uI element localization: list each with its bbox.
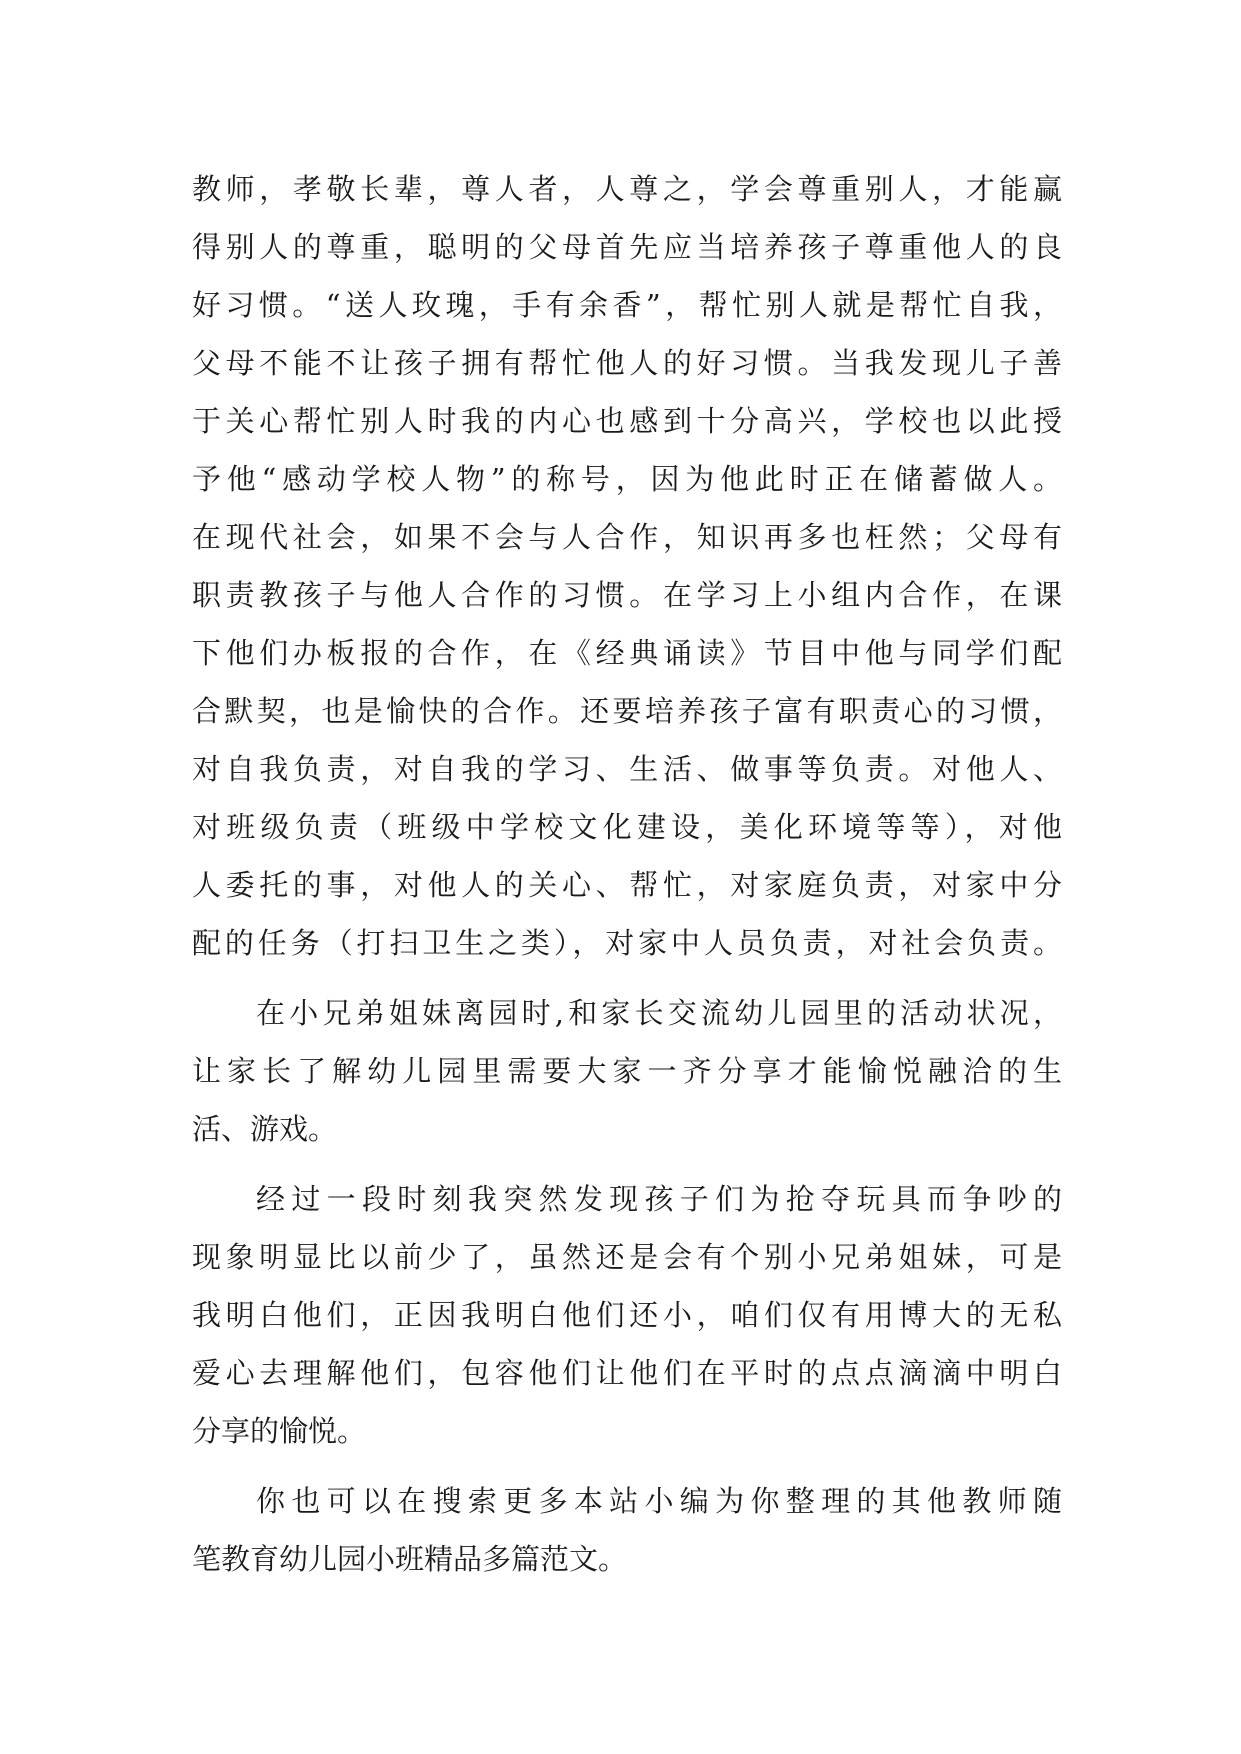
text-line: 我明白他们，正因我明白他们还小，咱们仅有用博大的无私	[192, 1298, 1062, 1332]
text-line: 经过一段时刻我突然发现孩子们为抢夺玩具而争吵的	[256, 1182, 1062, 1216]
paragraph-spacer	[192, 1460, 1062, 1472]
text-line: 对自我负责，对自我的学习、生活、做事等负责。对他人、	[192, 752, 1062, 786]
text-line: 对班级负责（班级中学校文化建设，美化环境等等），对他	[192, 810, 1062, 844]
text-line: 让家长了解幼儿园里需要大家一齐分享才能愉悦融洽的生	[192, 1054, 1062, 1088]
paragraph-1	[192, 160, 1062, 972]
text-line: 得别人的尊重，聪明的父母首先应当培养孩子尊重他人的良	[192, 230, 1062, 264]
text-line: 你也可以在搜索更多本站小编为你整理的其他教师随	[256, 1484, 1062, 1518]
text-line: 予他“感动学校人物”的称号，因为他此时正在储蓄做人。	[192, 462, 1062, 496]
paragraph-4	[192, 1472, 1062, 1588]
text-line: 下他们办板报的合作，在《经典诵读》节目中他与同学们配	[192, 636, 1062, 670]
text-line: 在现代社会，如果不会与人合作，知识再多也枉然；父母有	[192, 520, 1062, 554]
paragraph-2	[192, 984, 1062, 1158]
text-line: 好习惯。“送人玫瑰，手有余香”，帮忙别人就是帮忙自我，	[192, 288, 1062, 322]
paragraph-spacer	[192, 1158, 1062, 1170]
text-line: 人委托的事，对他人的关心、帮忙，对家庭负责，对家中分	[192, 868, 1062, 902]
document-body	[192, 160, 1062, 1588]
text-line: 在小兄弟姐妹离园时,和家长交流幼儿园里的活动状况，	[256, 996, 1062, 1030]
text-line: 父母不能不让孩子拥有帮忙他人的好习惯。当我发现儿子善	[192, 346, 1062, 380]
text-line: 职责教孩子与他人合作的习惯。在学习上小组内合作，在课	[192, 578, 1062, 612]
text-line: 于关心帮忙别人时我的内心也感到十分高兴，学校也以此授	[192, 404, 1062, 438]
text-line: 合默契，也是愉快的合作。还要培养孩子富有职责心的习惯，	[192, 694, 1062, 728]
text-line: 分享的愉悦。	[192, 1414, 367, 1448]
text-line: 活、游戏。	[192, 1112, 338, 1146]
text-line: 爱心去理解他们，包容他们让他们在平时的点点滴滴中明白	[192, 1356, 1062, 1390]
text-line: 配的任务（打扫卫生之类），对家中人员负责，对社会负责。	[192, 926, 1062, 960]
paragraph-3	[192, 1170, 1062, 1460]
text-line: 教师，孝敬长辈，尊人者，人尊之，学会尊重别人，才能赢	[192, 172, 1062, 206]
paragraph-spacer	[192, 972, 1062, 984]
text-line: 现象明显比以前少了，虽然还是会有个别小兄弟姐妹，可是	[192, 1240, 1062, 1274]
text-line: 笔教育幼儿园小班精品多篇范文。	[192, 1542, 628, 1576]
